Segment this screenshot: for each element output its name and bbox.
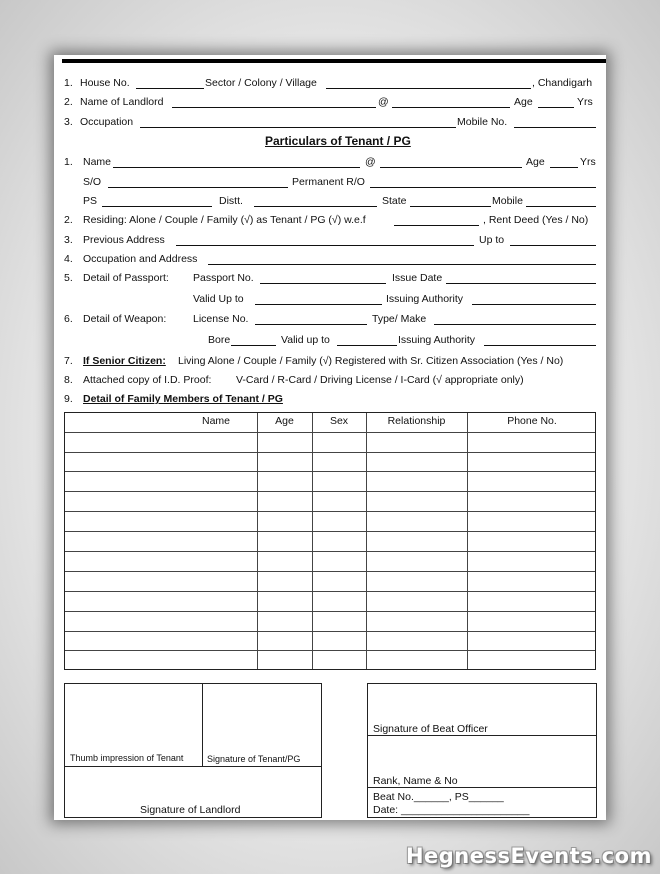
landlord-at: @ bbox=[378, 96, 389, 108]
table-row[interactable] bbox=[65, 631, 595, 632]
mobile-field[interactable] bbox=[514, 127, 596, 128]
type-make-label: Type/ Make bbox=[372, 313, 427, 325]
house-no-label: House No. bbox=[80, 77, 130, 89]
landlord-age-field[interactable] bbox=[538, 107, 574, 108]
weapon-authority-label: Issuing Authority bbox=[398, 334, 476, 346]
previous-address-field[interactable] bbox=[176, 245, 474, 246]
house-no-field[interactable] bbox=[136, 88, 204, 89]
landlord-signature-label: Signature of Landlord bbox=[140, 804, 241, 816]
license-no-field[interactable] bbox=[255, 324, 367, 325]
ps-label: PS bbox=[83, 195, 98, 207]
row1-number: 1. bbox=[64, 77, 73, 89]
bore-field[interactable] bbox=[231, 345, 276, 346]
previous-address-label: Previous Address bbox=[83, 234, 165, 246]
city-label: , Chandigarh bbox=[532, 77, 593, 89]
passport-no-label: Passport No. bbox=[193, 272, 254, 284]
residing-label: Residing: Alone / Couple / Family (√) as Tenant / PG (√) w.e.f bbox=[83, 214, 366, 226]
passport-authority-field[interactable] bbox=[472, 304, 596, 305]
table-row[interactable] bbox=[65, 611, 595, 612]
passport-valid-field[interactable] bbox=[255, 304, 382, 305]
passport-detail-label: Detail of Passport: bbox=[83, 272, 169, 284]
table-row[interactable] bbox=[65, 452, 595, 453]
id-proof-options: V-Card / R-Card / Driving License / I-Card (√ appropriate only) bbox=[236, 374, 524, 386]
upto-label: Up to bbox=[479, 234, 505, 246]
rent-deed-label: , Rent Deed (Yes / No) bbox=[483, 214, 589, 226]
beat-date-box[interactable] bbox=[367, 787, 597, 818]
id-proof-label: Attached copy of I.D. Proof: bbox=[83, 374, 212, 386]
tenant-age-field[interactable] bbox=[550, 167, 578, 168]
sector-label: Sector / Colony / Village bbox=[205, 77, 317, 89]
passport-valid-label: Valid Up to bbox=[193, 293, 244, 305]
row3-number: 3. bbox=[64, 116, 73, 128]
sector-field[interactable] bbox=[326, 88, 531, 89]
t5-number: 5. bbox=[64, 272, 73, 284]
tenant-at: @ bbox=[365, 156, 376, 168]
passport-authority-label: Issuing Authority bbox=[386, 293, 464, 305]
issue-date-field[interactable] bbox=[446, 283, 596, 284]
table-row[interactable] bbox=[65, 531, 595, 532]
distt-field[interactable] bbox=[254, 206, 377, 207]
so-field[interactable] bbox=[108, 187, 288, 188]
date-label: Date: ______________________ bbox=[373, 804, 530, 816]
passport-no-field[interactable] bbox=[260, 283, 386, 284]
occupation-field[interactable] bbox=[140, 127, 456, 128]
table-row[interactable] bbox=[65, 471, 595, 472]
tenant-name-field[interactable] bbox=[113, 167, 360, 168]
table-row[interactable] bbox=[65, 491, 595, 492]
wef-field[interactable] bbox=[394, 225, 479, 226]
landlord-yrs: Yrs bbox=[577, 96, 593, 108]
tenant-section-title: Particulars of Tenant / PG bbox=[265, 134, 411, 148]
table-row[interactable] bbox=[65, 551, 595, 552]
watermark-text: HegnessEvents.com bbox=[405, 844, 652, 868]
beat-officer-label: Signature of Beat Officer bbox=[373, 723, 488, 735]
senior-citizen-label: If Senior Citizen: bbox=[83, 355, 166, 367]
weapon-authority-field[interactable] bbox=[484, 345, 596, 346]
weapon-valid-label: Valid up to bbox=[281, 334, 330, 346]
landlord-field[interactable] bbox=[172, 107, 376, 108]
table-row[interactable] bbox=[65, 432, 595, 433]
occupation-address-field[interactable] bbox=[208, 264, 596, 265]
header-phone: Phone No. bbox=[507, 415, 557, 427]
tenant-signature-box[interactable] bbox=[202, 683, 322, 767]
thumb-impression-label: Thumb impression of Tenant bbox=[70, 753, 184, 763]
t7-number: 7. bbox=[64, 355, 73, 367]
mobile-label: Mobile No. bbox=[457, 116, 508, 128]
landlord-label: Name of Landlord bbox=[80, 96, 164, 108]
tenant-contact-field[interactable] bbox=[380, 167, 522, 168]
permanent-ro-field[interactable] bbox=[370, 187, 596, 188]
rank-name-box[interactable] bbox=[367, 735, 597, 788]
occupation-address-label: Occupation and Address bbox=[83, 253, 198, 265]
landlord-contact-field[interactable] bbox=[392, 107, 510, 108]
distt-label: Distt. bbox=[219, 195, 243, 207]
table-row[interactable] bbox=[65, 571, 595, 572]
license-no-label: License No. bbox=[193, 313, 249, 325]
so-label: S/O bbox=[83, 176, 102, 188]
t6-number: 6. bbox=[64, 313, 73, 325]
tenant-name-label: Name bbox=[83, 156, 112, 168]
t9-number: 9. bbox=[64, 393, 73, 405]
upto-field[interactable] bbox=[510, 245, 596, 246]
beat-no-label: Beat No.______, PS______ bbox=[373, 791, 504, 803]
family-members-table bbox=[64, 412, 596, 670]
t8-number: 8. bbox=[64, 374, 73, 386]
t2-number: 2. bbox=[64, 214, 73, 226]
tenant-mobile-field[interactable] bbox=[526, 206, 596, 207]
header-relationship: Relationship bbox=[387, 415, 446, 427]
thumb-impression-box[interactable] bbox=[64, 683, 203, 767]
row2-number: 2. bbox=[64, 96, 73, 108]
ps-field[interactable] bbox=[102, 206, 212, 207]
tenant-age-label: Age bbox=[526, 156, 545, 168]
state-label: State bbox=[382, 195, 407, 207]
beat-officer-box[interactable] bbox=[367, 683, 597, 736]
landlord-age-label: Age bbox=[514, 96, 533, 108]
rank-name-label: Rank, Name & No bbox=[373, 775, 458, 787]
occupation-label: Occupation bbox=[80, 116, 134, 128]
landlord-signature-box[interactable] bbox=[64, 766, 322, 818]
issue-date-label: Issue Date bbox=[392, 272, 443, 284]
permanent-ro-label: Permanent R/O bbox=[292, 176, 365, 188]
t3-number: 3. bbox=[64, 234, 73, 246]
form-sheet bbox=[54, 55, 606, 820]
t1-number: 1. bbox=[64, 156, 73, 168]
header-name: Name bbox=[201, 415, 230, 427]
weapon-valid-field[interactable] bbox=[337, 345, 397, 346]
tenant-mobile-label: Mobile bbox=[492, 195, 523, 207]
senior-citizen-text: Living Alone / Couple / Family (√) Registered with Sr. Citizen Association (Yes / No) bbox=[178, 355, 564, 367]
type-make-field[interactable] bbox=[434, 324, 596, 325]
header-age: Age bbox=[275, 415, 294, 427]
tenant-signature-label: Signature of Tenant/PG bbox=[207, 754, 301, 764]
t4-number: 4. bbox=[64, 253, 73, 265]
top-border bbox=[62, 59, 606, 63]
table-row[interactable] bbox=[65, 511, 595, 512]
header-sex: Sex bbox=[329, 415, 349, 427]
state-field[interactable] bbox=[410, 206, 491, 207]
family-members-label: Detail of Family Members of Tenant / PG bbox=[83, 393, 283, 405]
table-row[interactable] bbox=[65, 650, 595, 651]
tenant-yrs: Yrs bbox=[580, 156, 596, 168]
table-row[interactable] bbox=[65, 591, 595, 592]
bore-label: Bore bbox=[208, 334, 231, 346]
weapon-detail-label: Detail of Weapon: bbox=[83, 313, 167, 325]
